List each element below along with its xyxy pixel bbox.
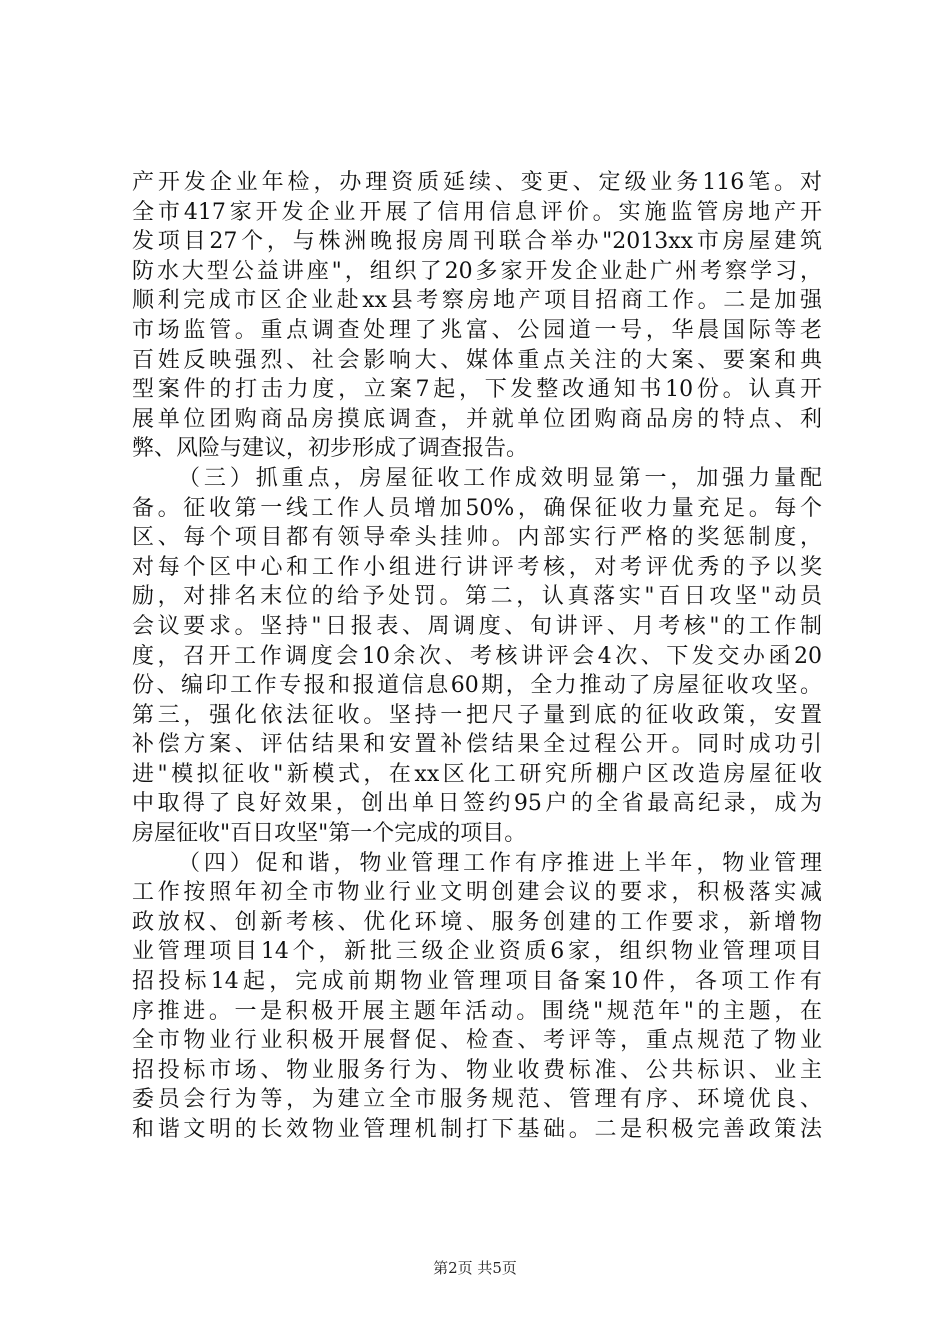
text-line: 全市物业行业积极开展督促、检查、考评等，重点规范了物业 <box>132 1028 822 1054</box>
text-line: 份、编印工作专报和报道信息60期，全力推动了房屋征收攻坚。 <box>132 673 822 699</box>
document-body <box>132 168 822 1145</box>
text-line: 弊、风险与建议，初步形成了调查报告。 <box>132 436 529 462</box>
text-line: 和谐文明的长效物业管理机制打下基础。二是积极完善政策法 <box>132 1117 822 1142</box>
text-line: 业管理项目14个，新批三级企业资质6家，组织物业管理项目 <box>132 939 822 965</box>
text-line: 防水大型公益讲座"，组织了20多家开发企业赴广州考察学习， <box>132 258 822 284</box>
text-line: 型案件的打击力度，立案7起，下发整改通知书10份。认真开 <box>132 377 822 403</box>
text-line: 序推进。一是积极开展主题年活动。围绕"规范年"的主题，在 <box>132 998 822 1024</box>
text-line: 工作按照年初全市物业行业文明创建会议的要求，积极落实减 <box>132 880 822 906</box>
text-line: 会议要求。坚持"日报表、周调度、旬讲评、月考核"的工作制 <box>132 613 822 639</box>
text-line: 励，对排名末位的给予处罚。第二，认真落实"百日攻坚"动员 <box>132 584 822 610</box>
text-line: （三）抓重点，房屋征收工作成效明显第一，加强力量配 <box>178 465 822 491</box>
text-line: 百姓反映强烈、社会影响大、媒体重点关注的大案、要案和典 <box>132 347 822 373</box>
text-line: 招投标市场、物业服务行为、物业收费标准、公共标识、业主 <box>132 1057 822 1083</box>
text-line: （四）促和谐，物业管理工作有序推进上半年，物业管理 <box>178 850 822 876</box>
text-line: 备。征收第一线工作人员增加50%，确保征收力量充足。每个 <box>132 495 822 521</box>
text-line: 展单位团购商品房摸底调查，并就单位团购商品房的特点、利 <box>132 406 822 432</box>
text-line: 招投标14起，完成前期物业管理项目备案10件，各项工作有 <box>132 969 822 995</box>
text-line: 度，召开工作调度会10余次、考核讲评会4次、下发交办函20 <box>132 643 822 669</box>
text-line: 区、每个项目都有领导牵头挂帅。内部实行严格的奖惩制度， <box>132 525 822 551</box>
text-line: 顺利完成市区企业赴xx县考察房地产项目招商工作。二是加强 <box>132 288 822 314</box>
text-line: 市场监管。重点调查处理了兆富、公园道一号，华晨国际等老 <box>132 317 822 343</box>
text-line: 产开发企业年检，办理资质延续、变更、定级业务116笔。对 <box>132 170 822 195</box>
text-line: 进"模拟征收"新模式，在xx区化工研究所棚户区改造房屋征收 <box>132 761 822 787</box>
text-line: 全市417家开发企业开展了信用信息评价。实施监管房地产开 <box>132 199 822 225</box>
text-line: 房屋征收"百日攻坚"第一个完成的项目。 <box>132 821 527 847</box>
page-footer <box>0 1258 950 1278</box>
text-line: 委员会行为等，为建立全市服务规范、管理有序、环境优良、 <box>132 1087 822 1113</box>
text-line: 对每个区中心和工作小组进行讲评考核，对考评优秀的予以奖 <box>132 554 822 580</box>
text-line: 发项目27个，与株洲晚报房周刊联合举办"2013xx市房屋建筑 <box>132 229 822 255</box>
text-line: 第三，强化依法征收。坚持一把尺子量到底的征收政策，安置 <box>132 702 822 728</box>
page-number-label: 第2页 共5页 <box>433 1259 517 1277</box>
text-line: 补偿方案、评估结果和安置补偿结果全过程公开。同时成功引 <box>132 732 822 758</box>
text-line: 政放权、创新考核、优化环境、服务创建的工作要求，新增物 <box>132 909 822 935</box>
text-line: 中取得了良好效果，创出单日签约95户的全省最高纪录，成为 <box>132 791 822 817</box>
